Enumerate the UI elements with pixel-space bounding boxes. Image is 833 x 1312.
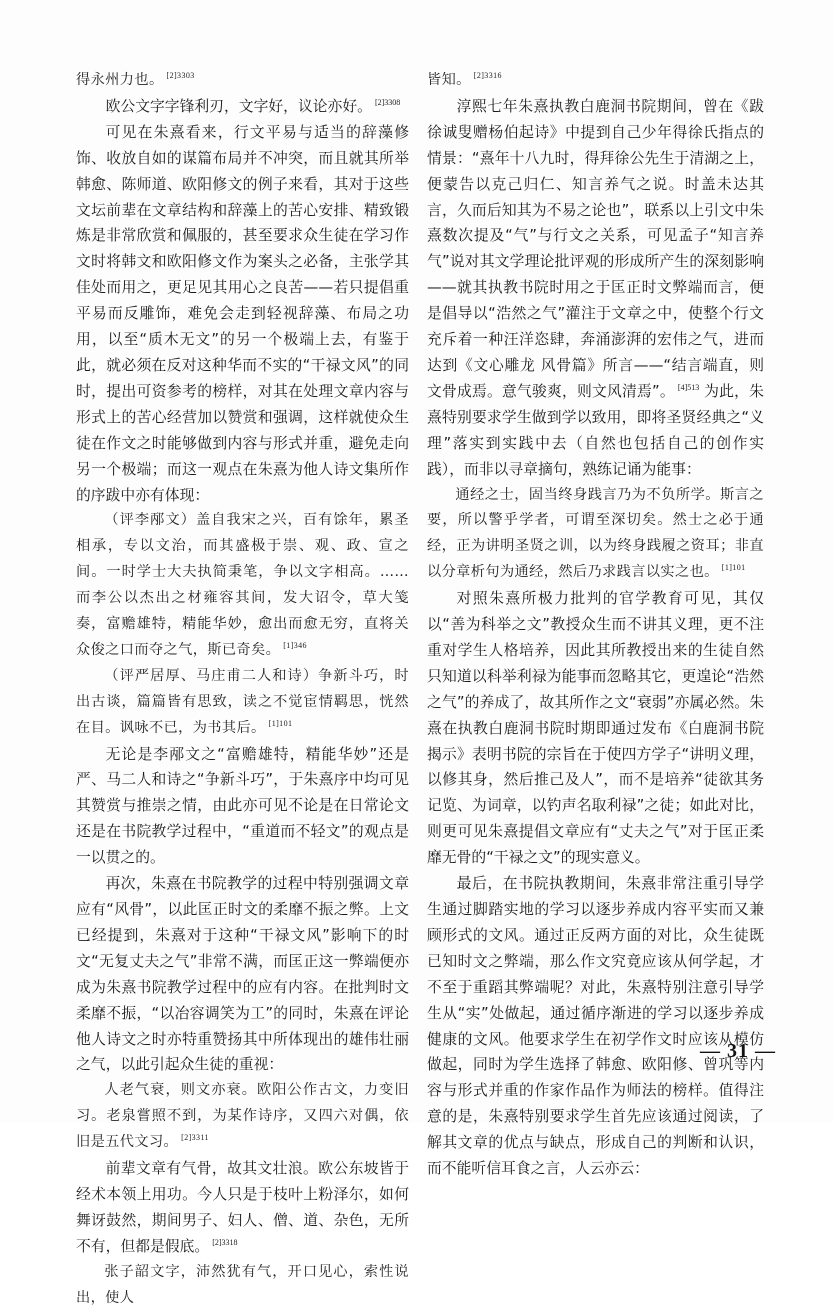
citation-ref: [4]513 [677, 382, 700, 392]
citation-ref: [2]3308 [374, 97, 401, 107]
paragraph: 淳熙七年朱熹执教白鹿洞书院期间，曾在《跋徐诚叟赠杨伯起诗》中提到自己少年得徐氏指点的情景：“熹年十八九时，得拜徐公先生于清湖之上，便蒙告以克己归仁、知言养气之说。时盖未达其言，久而后知其为不易之论也”，联系以上引文中朱熹数次提及“气”与行文之关系，可见孟子“知言养气”说对其文学理论批评观的形成所产生的深刻影响——就其执教书院时用之于匡正时文弊端而言，便是倡导以“浩然之气”灌注于文章之中，使整个行文充斥着一种汪洋恣肆，奔涌澎湃的宏伟之气，进而达到《文心雕龙 风骨篇》所言——“结言端直，则文骨成焉。意气骏爽，则文风清焉”。 $^{[4]513}$ 为此，朱熹特别要求学生做到学以致用，即将圣贤经典之“义理”落实到实践中去（自然也包括自己的创作实践），而非以寻章摘句，熟练记诵为能事： [427, 97, 764, 478]
page-number: — 31 — [700, 1040, 776, 1062]
citation-ref: [2]3311 [181, 1133, 209, 1143]
paragraph: 前辈文章有气骨，故其文壮浪。欧公东坡皆于经术本领上用功。今人只是于枝叶上粉泽尔，如何舞讶鼓然，期间男子、妇人、僧、道、杂色，无所不有，但都是假底。 $^{[2]3318}$ [76, 1160, 409, 1255]
block-quote: （评严居厚、马庄甫二人和诗）争新斗巧，时出古谈，篇篇皆有思致，读之不觉宦情羁思，恍然在目。讽咏不已，为书其后。 $^{[1]101}$ [76, 667, 409, 736]
citation-ref: [1]101 [268, 718, 293, 728]
paragraph: 最后，在书院执教期间，朱熹非常注重引导学生通过脚踏实地的学习以逐步养成内容平实而又兼顾形式的文风。通过正反两方面的对比，众生徒既已知时文之弊端，那么作文究竟应该从何学起，才不至于重蹈其弊端呢？对此，朱熹特别注意引导学生从“实”处做起，通过循序渐进的学习以逐步养成健康的文风。他要求学生在初学作文时应该从模仿做起，同时为学生选择了韩愈、欧阳修、曾巩等内容与形式并重的作家作品作为师法的榜样。值得注意的是，朱熹特别要求学生首先应该通过阅读，了解其文章的优点与缺点，形成自己的判断和认识，而不能听信耳食之言，人云亦云： [427, 875, 764, 1178]
right-column [427, 68, 764, 1182]
paragraph: 欧公文字字锋利刃，文字好，议论亦好。 $^{[2]3308}$ [105, 97, 401, 115]
quote-continuation: 皆知。 $^{[2]3316}$ [427, 71, 502, 88]
citation-ref: [1]101 [721, 563, 746, 573]
paragraph: 可见在朱熹看来，行文平易与适当的辞藻修饰、收放自如的谋篇布局并不冲突，而且就其所举韩愈、陈师道、欧阳修文的例子来看，其对于这些文坛前辈在文章结构和辞藻上的苦心安排、精致锻炼是非常欣赏和佩服的，甚至要求众生徒在学习作文时将韩文和欧阳修文作为案头之必备，主张学其佳处而用之，更足见其用心之良苦——若只提倡重平易而反雕饰，难免会走到轻视辞藻、布局之功用，以至“质木无文”的另一个极端上去，有鉴于此，就必须在反对这种华而不实的“干禄文风”的同时，提出可资参考的榜样，对其在处理文章内容与形式上的苦心经营加以赞赏和强调，这样就使众生徒在作文之时能够做到内容与形式并重，避免走向另一个极端；而这一观点在朱熹为他人诗文集所作的序跋中亦有体现： [76, 123, 409, 504]
paragraph: 对照朱熹所极力批判的官学教育可见，其仅以“善为科举之文”教授众生而不讲其义理，更不注重对学生人格培养，因此其所教授出来的生徒自然只知道以科举利禄为能事而忽略其它，更遑论“浩然之气”的养成了，故其所作之文“衰弱”亦属必然。朱熹在执教白鹿洞书院时期即通过发布《白鹿洞书院揭示》表明书院的宗旨在于使四方学子“讲明义理，以修其身，然后推己及人”，而不是培养“徒欲其务记览、为词章，以钓声名取利禄”之徒；如此对比，则更可见朱熹提倡文章应有“丈夫之气”对于匡正柔靡无骨的“干禄之文”的现实意义。 [427, 590, 764, 867]
block-quote: 张子韶文字，沛然犹有气，开口见心，索性说出，使人 [76, 1263, 409, 1306]
citation-ref: [1]346 [283, 640, 307, 650]
citation-ref: [2]3316 [473, 71, 502, 80]
block-quote: （评李邴文）盖自我宋之兴，百有馀年，累圣相承，专以文治，而其盛极于崇、观、政、宣之间。一时学士大夫执简秉笔，争以文字相高。……而李公以杰出之材雍容其间，发大诏令，草大笺奏，富赡雄特，精能华妙，愈出而愈无穷，直将关众俊之口而夺之气，斯已奇矣。 $^{[1]346}$ [76, 512, 409, 658]
citation-ref: [2]3303 [166, 71, 195, 80]
paragraph: 再次，朱熹在书院教学的过程中特别强调文章应有“风骨”，以此匡正时文的柔靡不振之弊。上文已经提到，朱熹对于这种“干禄文风”影响下的时文“无复丈夫之气”非常不满，而匡正这一弊端便亦成为朱熹书院教学过程中的应有内容。在批判时文柔靡不振，“以冶容调笑为工”的同时，朱熹在评论他人诗文之时亦特重赞扬其中所体现出的雄伟壮丽之气，以此引起众生徒的重视： [76, 875, 409, 1074]
quote-continuation: 得永州力也。 $^{[2]3303}$ [76, 71, 195, 88]
citation-ref: [2]3318 [212, 1237, 238, 1247]
left-column [76, 68, 409, 1312]
block-quote: 通经之士，固当终身践言乃为不负所学。斯言之要，所以警乎学者，可谓至深切矣。然士之必于通经，正为讲明圣贤之训，以为终身践履之资耳；非直以分章析句为通经，然后乃求践言以实之也。 $^{[1]101}$ [427, 486, 764, 581]
paragraph: 无论是李邴文之“富赡雄特，精能华妙”还是严、马二人和诗之“争新斗巧”，于朱熹序中均可见其赞赏与推崇之情，由此亦可见不论是在日常论文还是在书院教学过程中，“重道而不轻文”的观点是一以贯之的。 [76, 745, 409, 867]
block-quote: 人老气衰，则文亦衰。欧阳公作古文，力变旧习。老泉嘗照不到，为某作诗序，又四六对偶，依旧是五代文习。 $^{[2]3311}$ [76, 1082, 409, 1151]
